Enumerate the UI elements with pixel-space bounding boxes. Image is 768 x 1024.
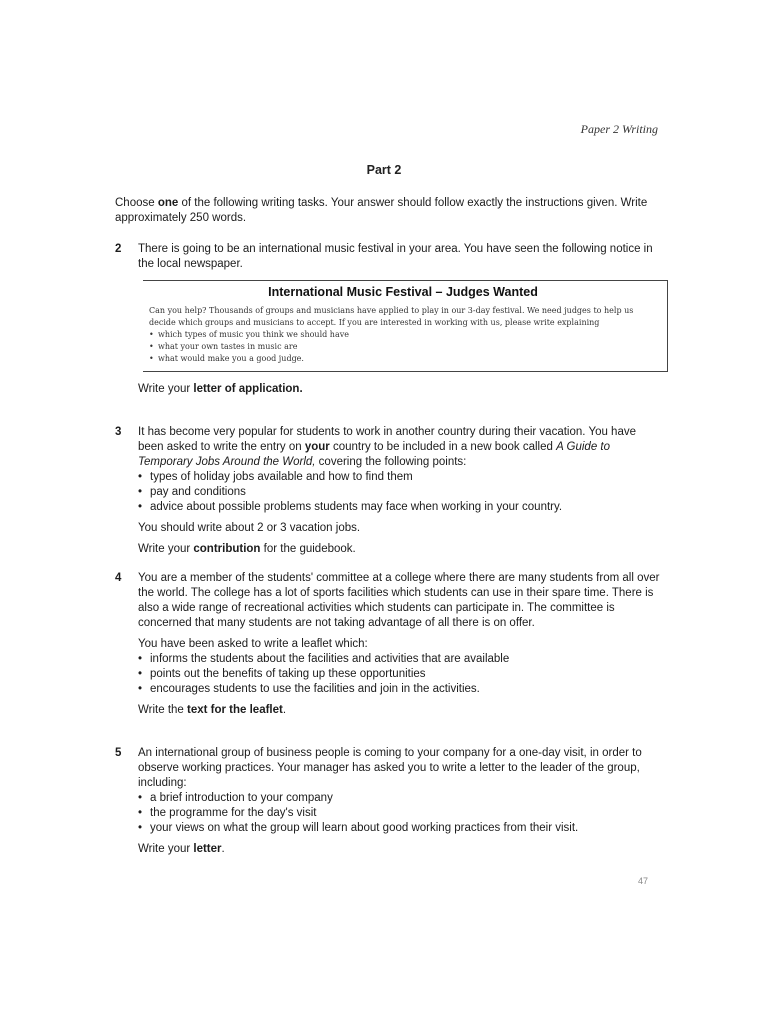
task-number: 5 — [115, 747, 122, 759]
task-3 — [115, 425, 660, 557]
task-text-emphasis: your — [304, 441, 330, 453]
notice-body: Can you help? Thousands of groups and musicians have applied to play in our 3-day festival. We need judges to help us decide which groups and musicians to accept. If you are interested in working with us, please write explaining — [149, 306, 634, 327]
instruction-text: for the guidebook. — [260, 543, 356, 555]
list-item: • which types of music you think we should have — [149, 329, 657, 341]
task-bullets — [138, 652, 660, 697]
task-number: 4 — [115, 572, 122, 584]
instruction-emphasis: contribution — [193, 543, 261, 555]
list-item: • pay and conditions — [138, 485, 660, 500]
list-item: • your views on what the group will learn about good working practices from their visit. — [138, 821, 660, 836]
task-instruction — [138, 842, 660, 857]
task-5 — [115, 746, 660, 857]
task-instruction — [138, 542, 660, 557]
instruction-emphasis: text for the leaflet — [187, 704, 283, 716]
task-text: You are a member of the students' committee at a college where there are many students from all over the world. The college has a lot of sports facilities which students can use in their spare time. There is also a wide range of recreational activities which students can participate in. The committee is concerned that many students are not taking advantage of all there is on offer. — [138, 572, 660, 629]
task-lead: You have been asked to write a leaflet which: — [138, 638, 368, 650]
newspaper-notice — [143, 280, 668, 372]
list-item: • informs the students about the facilities and activities that are available — [138, 652, 660, 667]
instruction-text: . — [221, 843, 225, 855]
task-text: An international group of business people is coming to your company for a one-day visit, in order to observe working practices. Your manager has asked you to write a letter to the leader of the group, including: — [138, 747, 642, 789]
book-title: A Guide to Temporary Jobs Around the World, — [138, 441, 611, 468]
task-instruction — [138, 382, 660, 397]
instruction-text: . — [282, 704, 287, 716]
instruction-text: Write your — [138, 383, 194, 395]
running-head: Paper 2 Writing — [580, 122, 658, 136]
instruction-emphasis: letter — [193, 843, 222, 855]
instruction-text: Write your — [138, 543, 194, 555]
task-bullets — [138, 470, 660, 515]
task-text-part: It has become very popular for students to work in another country during their vacation. You have been asked to write the entry on — [138, 426, 636, 453]
task-text — [138, 425, 660, 470]
instruction-emphasis: letter of application. — [193, 383, 303, 395]
list-item: • what your own tastes in music are — [149, 341, 657, 353]
list-item: • a brief introduction to your company — [138, 791, 660, 806]
instruction-text: Write your — [138, 843, 194, 855]
task-text-part: country to be included in a new book called — [329, 441, 557, 453]
task-text: There is going to be an international music festival in your area. You have seen the following notice in the local newspaper. — [138, 243, 653, 270]
list-item: • what would make you a good judge. — [149, 353, 657, 365]
list-item: • types of holiday jobs available and how to find them — [138, 470, 660, 485]
task-2 — [115, 242, 660, 397]
page-number: 47 — [638, 876, 649, 886]
list-item: • the programme for the day's visit — [138, 806, 660, 821]
list-item: • encourages students to use the facilities and join in the activities. — [138, 682, 660, 697]
task-note: You should write about 2 or 3 vacation jobs. — [138, 522, 361, 534]
instructions — [115, 196, 660, 226]
task-4 — [115, 571, 660, 718]
list-item: • points out the benefits of taking up these opportunities — [138, 667, 660, 682]
part-title: Part 2 — [366, 163, 402, 177]
notice-title: International Music Festival – Judges Wanted — [268, 285, 538, 299]
notice-bullets — [149, 329, 657, 365]
intro-emphasis: one — [157, 197, 179, 209]
task-text-part: covering the following points: — [315, 456, 467, 468]
intro-text-before: Choose — [115, 197, 158, 209]
task-bullets — [138, 791, 660, 836]
task-instruction — [138, 703, 660, 718]
instruction-text: Write the — [138, 704, 187, 716]
task-number: 3 — [115, 426, 122, 438]
intro-text-after: of the following writing tasks. Your answer should follow exactly the instructions given. Write approximately 250 words. — [115, 197, 648, 224]
task-number: 2 — [115, 243, 122, 255]
list-item: • advice about possible problems students may face when working in your country. — [138, 500, 660, 515]
